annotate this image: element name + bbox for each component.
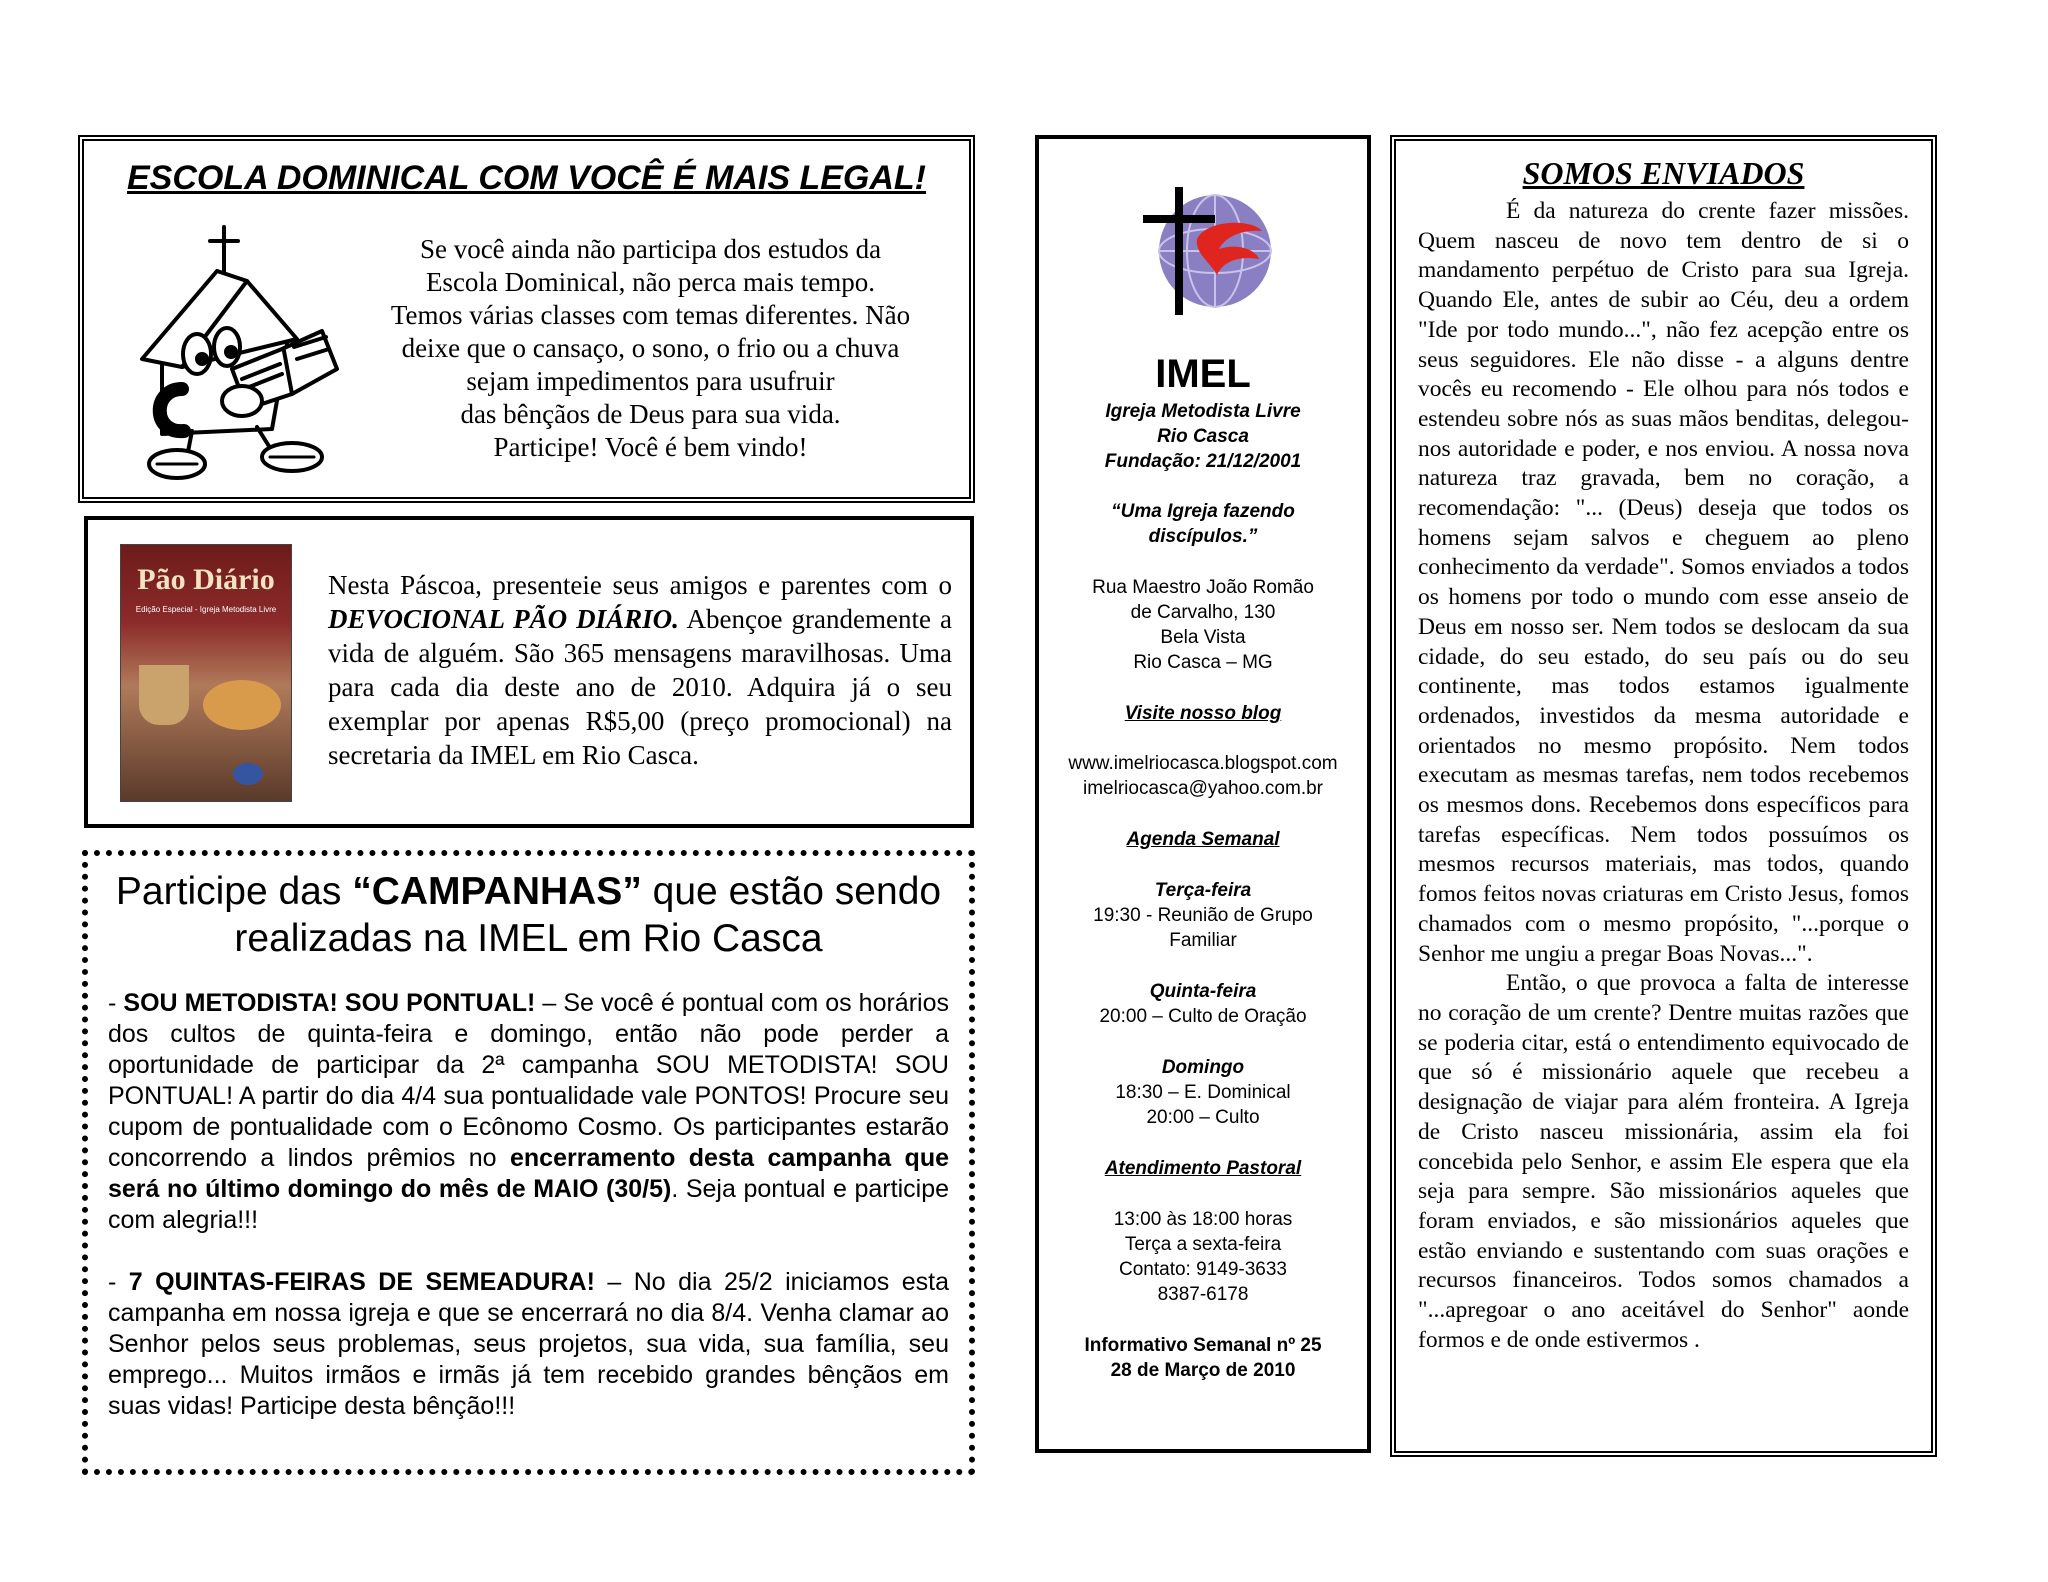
campanha-text: – No dia 25/2 iniciamos esta campanha em nossa igreja e que se encerrará no dia 8/4. Venha clamar ao Senhor pelos seus problemas, seus projetos, sua vida, sua família, seu emprego... Muitos irmãos e irmãs já tem recebido grandes bênçãos em suas vidas! Participe desta bênção!!!	[108, 1268, 949, 1420]
pastoral-item: 13:00 às 18:00 horas	[1113, 1209, 1293, 1230]
bulletin-number: Informativo Semanal nº 25	[1084, 1335, 1322, 1356]
agenda-item: 20:00 – Culto	[1146, 1107, 1260, 1128]
campanhas-box	[82, 850, 975, 1475]
agenda-item: 19:30 - Reunião de Grupo	[1093, 905, 1313, 926]
imel-info-column	[1035, 135, 1371, 1453]
email-link[interactable]: imelriocasca@yahoo.com.br	[1083, 778, 1323, 799]
agenda-day-sunday: Domingo	[1161, 1057, 1245, 1078]
campanhas-text	[108, 988, 949, 1453]
address-line: Rua Maestro João Romão	[1092, 577, 1314, 598]
pao-text-pre: Nesta Páscoa, presenteie seus amigos e parentes com o	[328, 570, 952, 600]
escola-line: Participe! Você é bem vindo!	[493, 432, 808, 462]
escola-line: Escola Dominical, não perca mais tempo.	[425, 267, 876, 297]
pastoral-item: Contato: 9149-3633	[1119, 1259, 1287, 1280]
campanha-title: 7 QUINTAS-FEIRAS DE SEMEADURA!	[128, 1268, 595, 1296]
agenda-day-tuesday: Terça-feira	[1154, 880, 1252, 901]
cover-subtitle: Edição Especial - Igreja Metodista Livre	[135, 605, 277, 614]
blog-label: Visite nosso blog	[1124, 703, 1282, 724]
somos-text	[1418, 197, 1909, 1355]
address-line: Rio Casca – MG	[1133, 652, 1273, 673]
campanha-quintas-feiras	[108, 1267, 949, 1422]
pastoral-label: Atendimento Pastoral	[1104, 1158, 1302, 1179]
website-link[interactable]: www.imelriocasca.blogspot.com	[1068, 753, 1338, 774]
bread-icon	[203, 680, 281, 730]
agenda-item: 18:30 – E. Dominical	[1115, 1082, 1291, 1103]
imel-full-name: Igreja Metodista Livre	[1105, 401, 1301, 422]
bulletin-date: 28 de Março de 2010	[1110, 1360, 1296, 1381]
heading-bold: “CAMPANHAS”	[352, 870, 642, 913]
campanha-text-end: . Seja pontual e participe com alegria!!!	[108, 1175, 949, 1234]
cover-title: Pão Diário	[137, 563, 275, 596]
imel-founded: Fundação: 21/12/2001	[1104, 451, 1302, 472]
imel-motto-line1: “Uma Igreja fazendo	[1111, 501, 1295, 522]
escola-dominical-box	[78, 135, 975, 503]
pao-diario-cover-image	[120, 544, 292, 802]
imel-name: IMEL	[1155, 352, 1251, 396]
campanha-title: SOU METODISTA! SOU PONTUAL!	[123, 989, 536, 1017]
pastoral-item: 8387-6178	[1157, 1284, 1249, 1305]
cup-icon	[139, 665, 189, 725]
imel-motto-line2: discípulos.”	[1148, 526, 1258, 547]
heading-post: que estão sendo realizadas na IMEL em Rio Casca	[234, 870, 942, 960]
somos-paragraph: Então, o que provoca a falta de interesse no coração de um crente? Dentre muitas razões que se poderia citar, está o entendimento equivocado de que só é missionário aquele que recebeu a designação de viajar para além fronteira. A Igreja de Cristo nasceu missionária, assim ela foi concebida pelo Senhor, e assim Ele espera que ela seja para sempre. São missionários aqueles que foram enviados, e são missionários aqueles que estão enviando e sustentando com suas orações e recursos financeiros. Todos somos chamados a "...apregoar o ano aceitável do Senhor" aonde formos e de onde estivermos .	[1418, 970, 1909, 1353]
pao-diario-text	[328, 568, 952, 772]
somos-title: SOMOS ENVIADOS	[1522, 155, 1805, 191]
imel-city: Rio Casca	[1157, 426, 1249, 447]
pao-text-post: Abençoe grandemente a vida de alguém. São 365 mensagens maravilhosas. Uma para cada dia deste ano de 2010. Adquira já o seu exemplar por apenas R$5,00 (preço promocional) na secretaria da IMEL em Rio Casca.	[328, 604, 952, 770]
escola-line: Temos várias classes com temas diferentes. Não	[390, 300, 911, 330]
pao-devocional-name: DEVOCIONAL PÃO DIÁRIO.	[328, 604, 679, 634]
pastoral-item: Terça a sexta-feira	[1124, 1234, 1282, 1255]
escola-text	[354, 233, 947, 464]
agenda-item: Familiar	[1169, 930, 1237, 951]
campanha-sou-metodista	[108, 988, 949, 1236]
address-line: Bela Vista	[1160, 627, 1246, 648]
agenda-label: Agenda Semanal	[1126, 829, 1280, 850]
agenda-day-thursday: Quinta-feira	[1149, 981, 1257, 1002]
dash: -	[108, 1268, 129, 1296]
somos-paragraph: É da natureza do crente fazer missões. Quem nasceu de novo tem dentro de si o mandamento perpétuo de Cristo para sua Igreja. Quando Ele, antes de subir ao Céu, deu a ordem "Ide por todo mundo...", não fez acepção entre os seus seguidores. Ele não disse - a alguns dentre vocês eu recomendo - Ele olhou para nós todos e estendeu sobre nós as suas mãos benditas, delegou-nos autoridade e poder, e nos enviou. A nossa nova natureza traz gravada, bem no coração, a recomendação: "... (Deus) deseja que todos os homens sejam salvos e cheguem ao pleno conhecimento da verdade". Somos enviados a todos os homens por todo o mundo com esse anseio de Deus em nosso ser. Nem todos se deslocam da sua cidade, do seu estado, do seu país ou do seu continente, mas todos estamos igualmente ordenados, investidos da mesma autoridade e orientados no mesmo propósito. Nem todos executam as mesmas tarefas, nem todos recebemos os mesmos dons. Recebemos dons específicos para tarefas específicas. Nem todos possuímos os mesmos recursos materiais, mas todos, quando fomos feitos novas criaturas em Cristo Jesus, fomos chamados com o mesmo propósito, "...porque o Senhor me ungiu a pregar Boas Novas...".	[1418, 198, 1909, 967]
escola-line: das bênçãos de Deus para sua vida.	[460, 399, 841, 429]
pao-diario-box	[84, 516, 974, 828]
agenda-item: 20:00 – Culto de Oração	[1099, 1006, 1307, 1027]
campanha-highlight: encerramento desta campanha que será no último domingo do mês de MAIO (30/5)	[108, 1144, 949, 1203]
escola-line: sejam impedimentos para usufruir	[466, 366, 835, 396]
escola-line: deixe que o cansaço, o sono, o frio ou a chuva	[401, 333, 900, 363]
escola-line: Se você ainda não participa dos estudos da	[419, 234, 882, 264]
campanha-text: – Se você é pontual com os horários dos cultos de quinta-feira e domingo, então não pode perder a oportunidade de participar da 2ª campanha SOU METODISTA! SOU PONTUAL! A partir do dia 4/4 sua pontualidade vale PONTOS! Procure seu cupom de pontualidade com o Ecônomo Cosmo. Os participantes estarão concorrendo a lindos prêmios no	[108, 989, 949, 1172]
heading-pre: Participe das	[115, 870, 353, 913]
escola-title: ESCOLA DOMINICAL COM VOCÊ É MAIS LEGAL!	[126, 159, 927, 197]
dash: -	[108, 989, 124, 1017]
chapel-reading-cartoon-icon	[122, 219, 352, 484]
address-line: de Carvalho, 130	[1130, 602, 1276, 623]
methodist-cross-flame-icon	[1137, 179, 1277, 319]
publisher-logo-icon	[233, 763, 263, 785]
somos-enviados-box	[1390, 135, 1937, 1457]
campanhas-heading	[88, 868, 969, 962]
